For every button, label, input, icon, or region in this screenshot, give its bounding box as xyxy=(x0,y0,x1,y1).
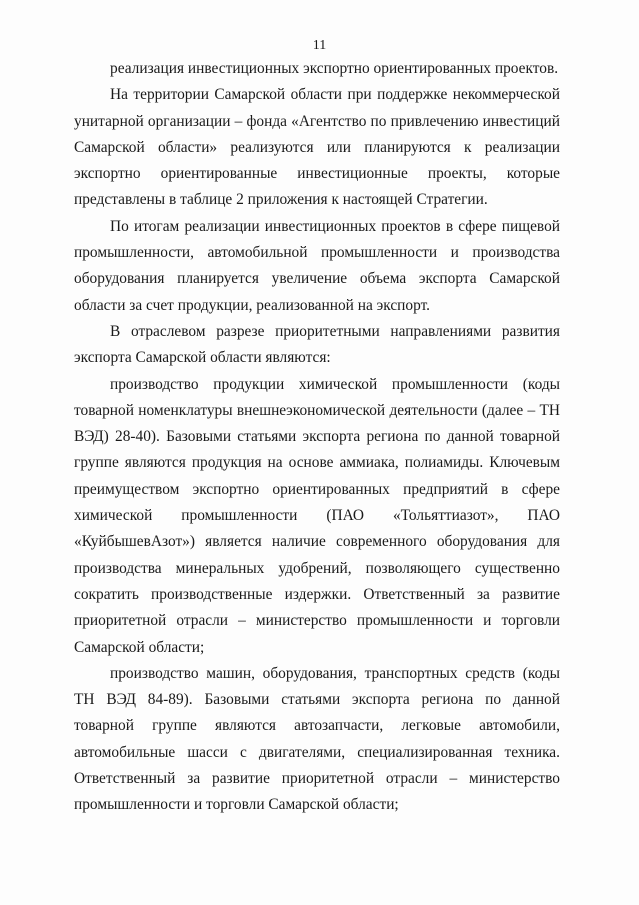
paragraph-export-growth: По итогам реализации инвестиционных проектов в сфере пищевой промышленности, автомобильной промышленности и производства оборудования планируется увеличение объема экспорта Самарской области за счет продукции, реализованной на экспорт. xyxy=(74,217,560,314)
paragraph-priority-directions: В отраслевом разрезе приоритетными направлениями развития экспорта Самарской области являются: xyxy=(74,322,560,367)
paragraph-investment-projects: На территории Самарской области при поддержке некоммерческой унитарной организации – фонда «Агентство по привлечению инвестиций Самарской области» реализуются или планируются к реализации экспортно ориентированные инвестиционные проекты, которые представлены в таблице 2 приложения к настоящей Стратегии. xyxy=(74,86,560,209)
document-body xyxy=(74,56,560,819)
page-number: 11 xyxy=(312,38,327,53)
paragraph-continuation: реализация инвестиционных экспортно ориентированных проектов. xyxy=(110,60,559,77)
paragraph-chemical-industry: производство продукции химической промышленности (коды товарной номенклатуры внешнеэкономической деятельности (далее – ТН ВЭД) 28-40). Базовыми статьями экспорта региона по данной товарной группе являются продукция на основе аммиака, полиамиды. Ключевым преимуществом экспортно ориентированных предприятий в сфере химической промышленности (ПАО «Тольяттиазот», ПАО «КуйбышевАзот») является наличие современного оборудования для производства минеральных удобрений, позволяющего существенно сократить производственные издержки. Ответственный за развитие приоритетной отрасли – министерство промышленности и торговли Самарской области; xyxy=(74,375,560,656)
paragraph-machinery-production: производство машин, оборудования, транспортных средств (коды ТН ВЭД 84-89). Базовыми статьями экспорта региона по данной товарной группе являются автозапчасти, легковые автомобили, автомобильные шасси с двигателями, специализированная техника. Ответственный за развитие приоритетной отрасли – министерство промышленности и торговли Самарской области; xyxy=(74,664,560,814)
